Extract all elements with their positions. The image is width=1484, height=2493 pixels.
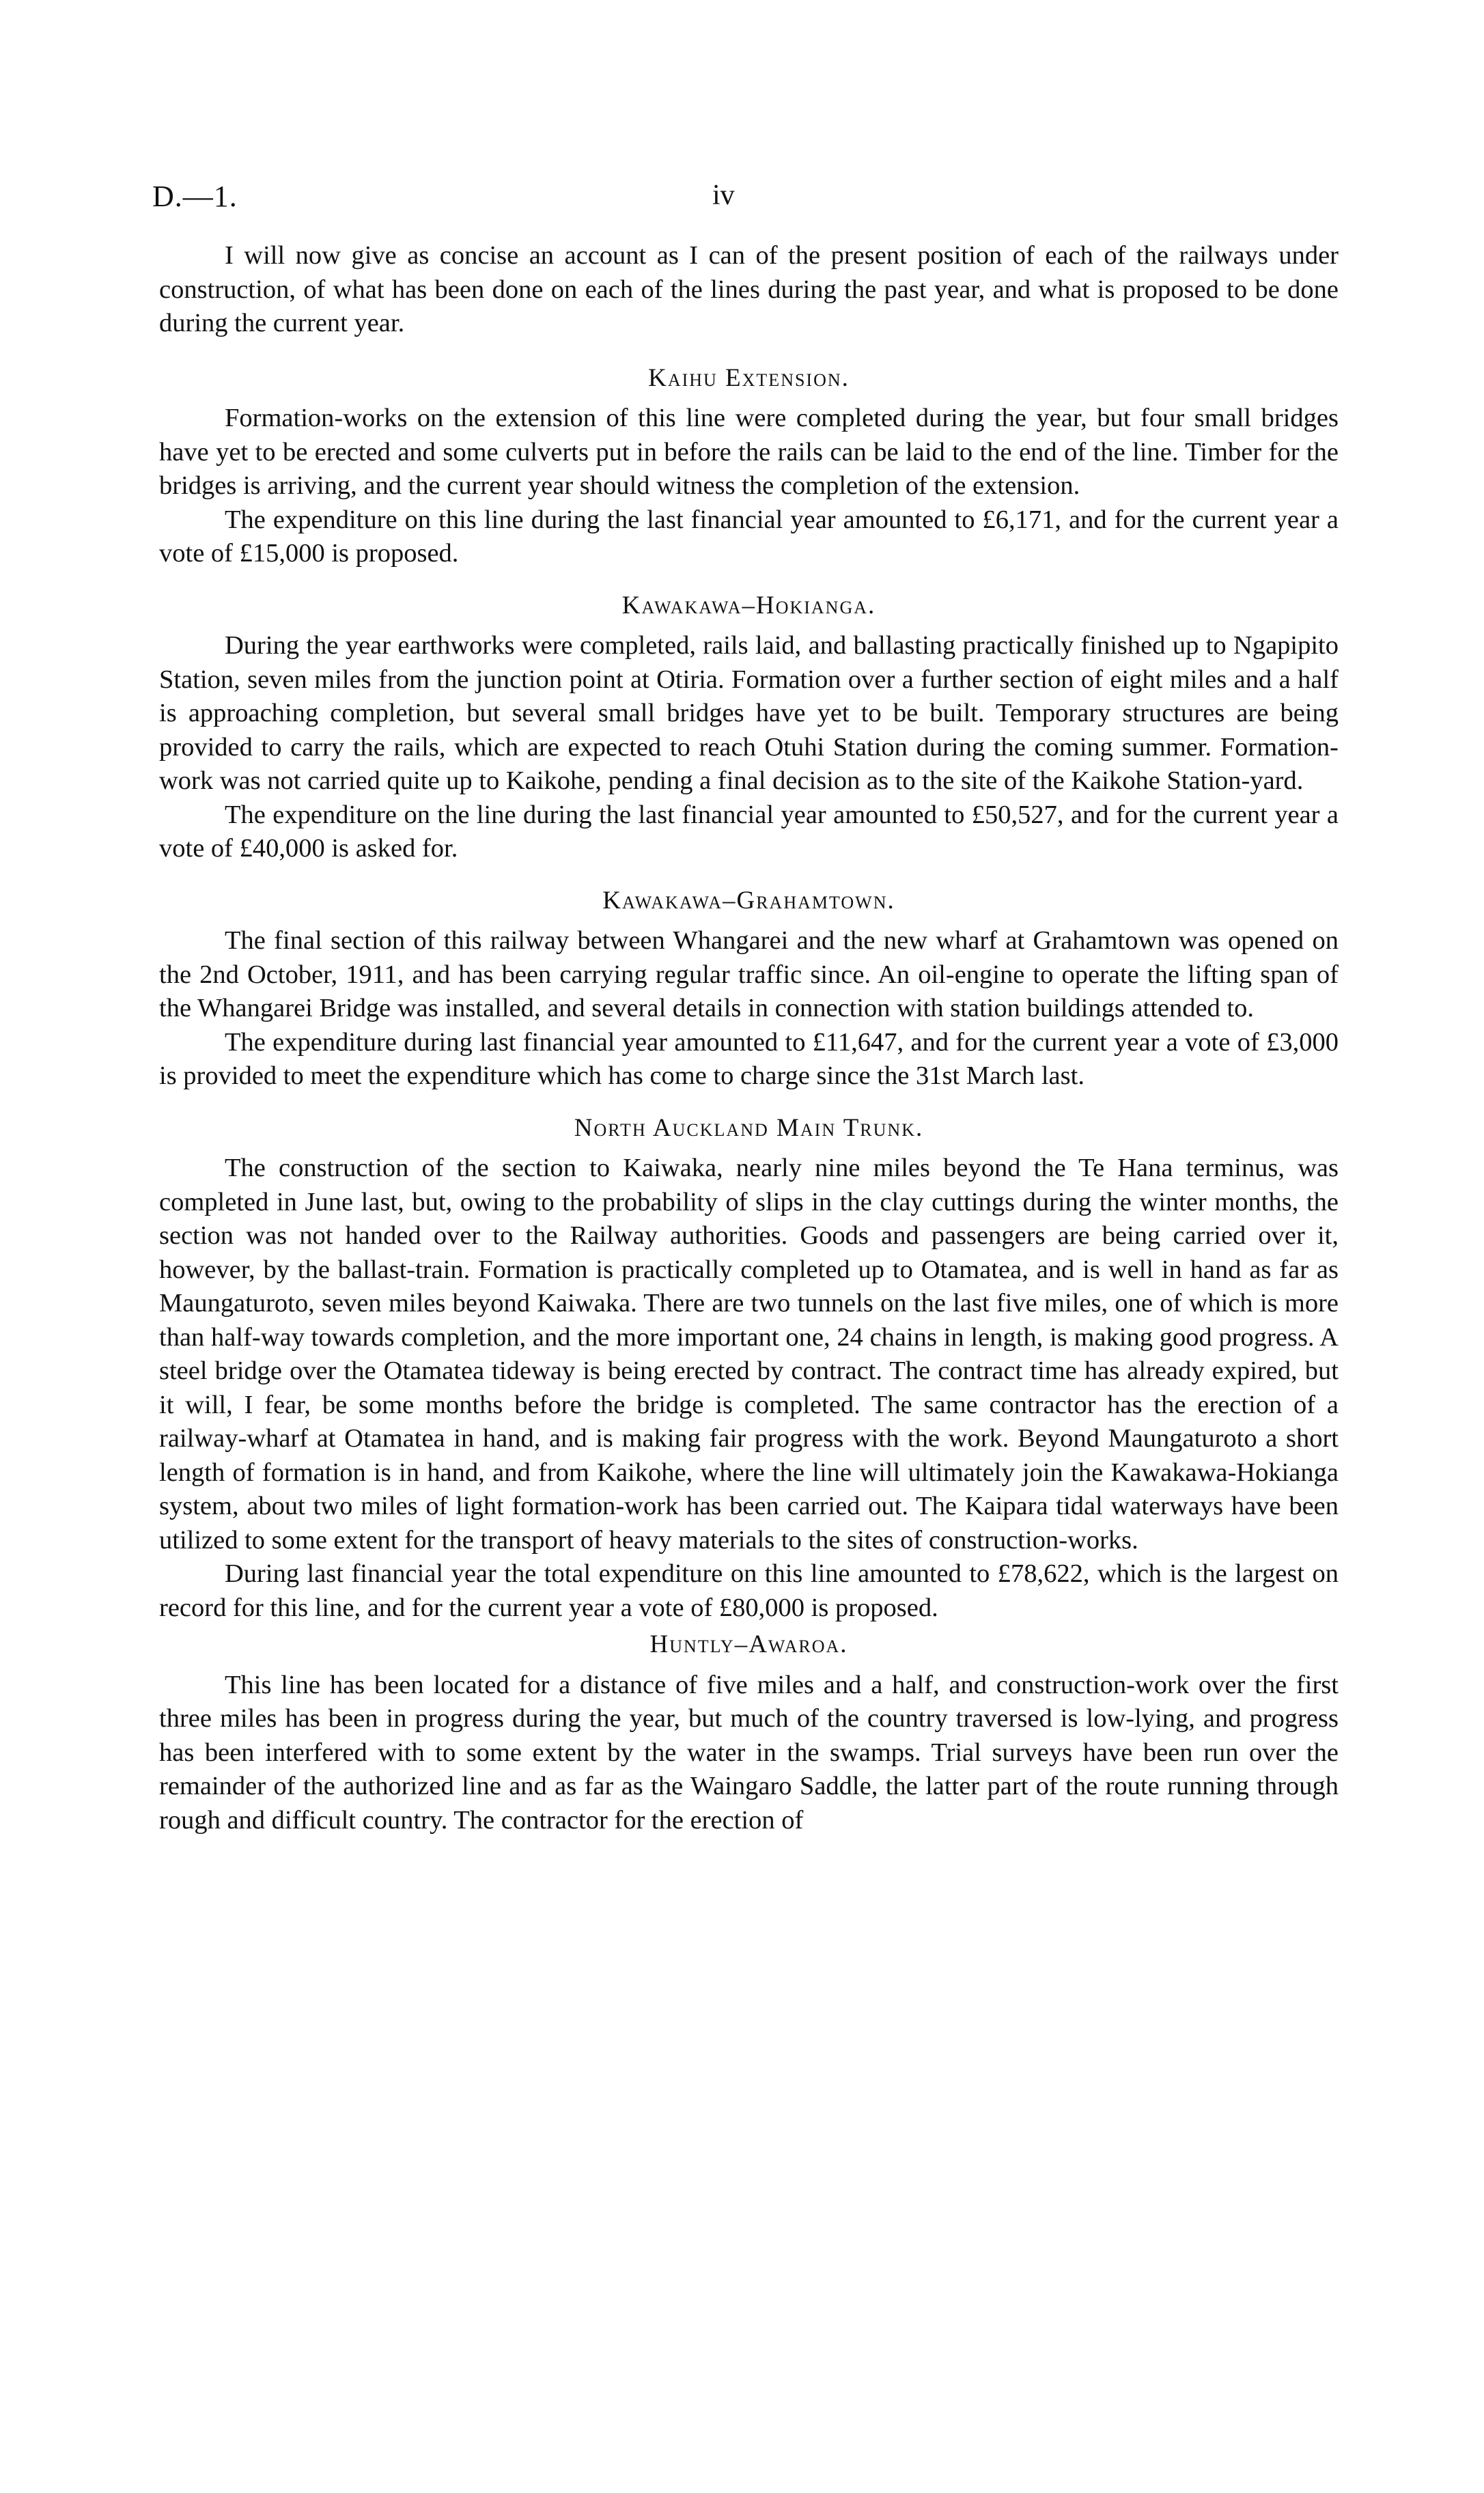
paragraph: During last financial year the total expenditure on this line amounted to £78,622, which is the largest on record for this line, and for the current year a vote of £80,000 is proposed. [159,1559,1339,1622]
paragraph: The final section of this railway between Whangarei and the new wharf at Grahamtown was opened on the 2nd October, 1911, and has been carrying regular traffic since. An oil-engine to operate the lifting span of the Whangarei Bridge was installed, and several details in connection with station buildings attended to. [159,926,1339,1022]
paragraph: The expenditure on this line during the last financial year amounted to £6,171, and for the current year a vote of £15,000 is proposed. [159,505,1339,568]
paragraph: The expenditure during last financial year amounted to £11,647, and for the current year a vote of £3,000 is provided to meet the expenditure which has come to charge since the 31st March last. [159,1027,1339,1090]
intro-paragraph: I will now give as concise an account as I can of the present position of each of the railways under construction, of what has been done on each of the lines during the past year, and what is proposed to be done during the current year. [159,241,1339,337]
running-header [152,179,1339,220]
paragraph: The construction of the section to Kaiwaka, nearly nine miles beyond the Te Hana terminus, was completed in June last, but, owing to the probability of slips in the clay cuttings during the winter months, the section was not handed over to the Railway authorities. Goods and passengers are being carried over it, however, by the ballast-train. Formation is practically completed up to Otamatea, and is well in hand as far as Maungaturoto, seven miles beyond Kaiwaka. There are two tunnels on the last five miles, one of which is more than half-way towards completion, and the more important one, 24 chains in length, is making good progress. A steel bridge over the Otamatea tideway is being erected by contract. The contract time has already expired, but it will, I fear, be some months before the bridge is completed. The same contractor has the erection of a railway-wharf at Otamatea in hand, and is making fair progress with the work. Beyond Maungaturoto a short length of formation is in hand, and from Kaikohe, where the line will ultimately join the Kawakawa-Hokianga system, about two miles of light formation-work has been carried out. The Kaipara tidal waterways have been utilized to some extent for the transport of heavy materials to the sites of construction-works. [159,1154,1339,1555]
section-heading-north-auckland-main-trunk: North Auckland Main Trunk. [574,1113,924,1142]
paragraph: Formation-works on the extension of this line were completed during the year, but four small bridges have yet to be erected and some culverts put in before the rails can be laid to the end of the line. Timber for the bridges is arriving, and the current year should witness the completion of the extension. [159,404,1339,500]
section-heading-kaihu-extension: Kaihu Extension. [648,363,850,392]
paragraph: During the year earthworks were completed, rails laid, and ballasting practically finished up to Ngapipito Station, seven miles from the junction point at Otiria. Formation over a further section of eight miles and a half is approaching completion, but several small bridges have yet to be built. Temporary structures are being provided to carry the rails, which are expected to reach Otuhi Station during the coming summer. Formation-work was not carried quite up to Kaikohe, pending a final decision as to the site of the Kaikohe Station-yard. [159,631,1339,795]
paragraph: The expenditure on the line during the last financial year amounted to £50,527, and for the current year a vote of £40,000 is asked for. [159,800,1339,863]
page-number: iv [712,180,735,211]
document-page [152,179,1339,1837]
parliamentary-paper-reference: D.—1. [152,180,238,213]
paragraph: This line has been located for a distance of five miles and a half, and construction-work over the first three miles has been in progress during the year, but much of the country traversed is low-lying, and progress has been interfered with to some extent by the water in the swamps. Trial surveys have been run over the remainder of the authorized line and as far as the Waingaro Saddle, the latter part of the route running through rough and difficult country. The contractor for the erection of [159,1670,1339,1835]
section-heading-huntly-awaroa: Huntly–Awaroa. [649,1630,848,1658]
section-heading-kawakawa-grahamtown: Kawakawa–Grahamtown. [602,886,895,915]
section-heading-kawakawa-hokianga: Kawakawa–Hokianga. [621,591,876,619]
